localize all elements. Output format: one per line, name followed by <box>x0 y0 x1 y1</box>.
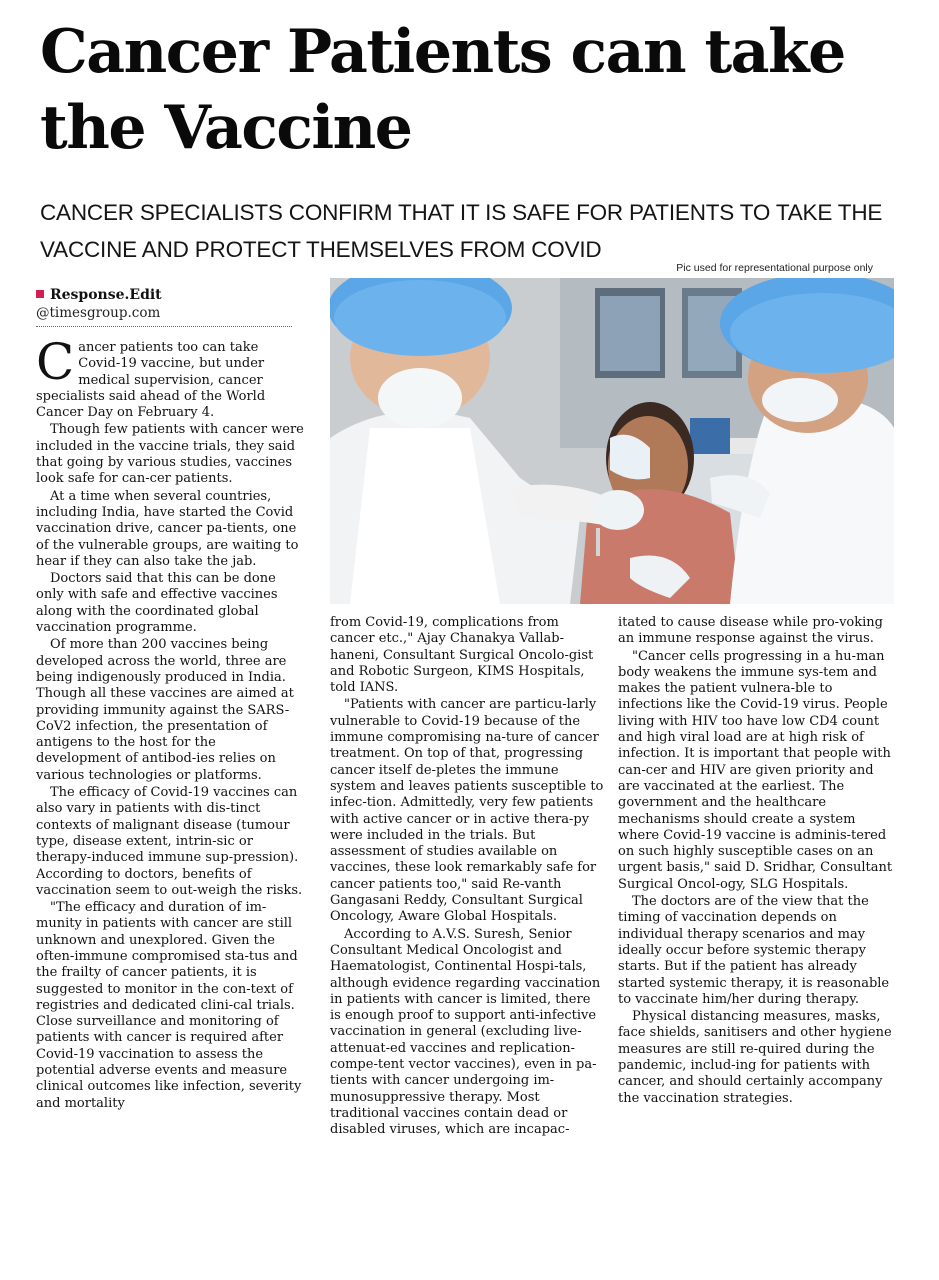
vaccination-photo <box>330 278 894 604</box>
paragraph: Physical distancing measures, masks, face shields, sanitisers and other hygiene measures are still re-quired during the pandemic, includ-ing for patients with cancer, and should certainly accompany the vaccination strategies. <box>618 1009 892 1106</box>
paragraph: According to A.V.S. Suresh, Senior Consultant Medical Oncologist and Haematologist, Continental Hospi-tals, although evidence regarding vaccination in patients with cancer is limited, there is enough proof to support anti-infective vaccination in general (excluding live-attenuat-ed vaccines and replication-compe-tent vector vaccines), even in pa-tients with cancer undergoing im-munosuppressive therapy. Most traditional vaccines contain dead or disabled viruses, which are incapac- <box>330 926 601 1138</box>
paragraph: The doctors are of the view that the timing of vaccination depends on individual therapy scenarios and may ideally occur before systemic therapy starts. But if the patient has already started systemic therapy, it is reasonable to vaccinate him/her during therapy. <box>618 894 890 1007</box>
dropcap: C <box>36 333 75 391</box>
paragraph: "Patients with cancer are particu-larly vulnerable to Covid-19 because of the immune compromising na-ture of cancer treatment. On top of that, progressing cancer itself de-pletes the immune system and leaves patients susceptible to infec-tion. Admittedly, very few patients with active cancer or in active thera-py were included in the trials. But assessment of studies available on vaccines, these look remarkably safe for cancer patients too," said Re-vanth Gangasani Reddy, Consultant Surgical Oncology, Aware Global Hospitals. <box>330 697 604 925</box>
article-column-3 <box>618 615 893 1108</box>
paragraph: "Cancer cells progressing in a hu-man body weakens the immune sys-tem and makes the patient vulnera-ble to infections like the Covid-19 virus. People living with HIV too have low CD4 count and high viral load are at high risk of infection. It is important that people with can-cer and HIV are given priority and are vaccinated at the earliest. The government and the healthcare mechanisms should create a system where Covid-19 vaccine is adminis-tered on such highly susceptible cases on an urgent basis," said D. Sridhar, Consultant Surgical Oncol-ogy, SLG Hospitals. <box>618 648 893 892</box>
article-column-1 <box>36 333 304 1113</box>
article-column-2 <box>330 615 605 1140</box>
byline-marker-icon <box>36 290 44 298</box>
byline-email: @timesgroup.com <box>36 305 161 321</box>
paragraph: Cancer patients too can take Covid-19 vaccine, but under medical supervision, cancer specialists said ahead of the World Cancer Day on February 4. <box>36 333 266 421</box>
byline <box>36 286 292 327</box>
paragraph: from Covid-19, complications from cancer etc.," Ajay Chanakya Vallab-haneni, Consultant Surgical Oncolo-gist and Robotic Surgeon, KIMS Hospitals, told IANS. <box>330 615 594 696</box>
paragraph: Doctors said that this can be done only with safe and effective vaccines along with the coordinated global vaccination programme. <box>36 571 278 636</box>
vaccination-illustration <box>330 278 894 604</box>
paragraph: "The efficacy and duration of im-munity in patients with cancer are still unknown and unexplored. Given the often-immune compromised sta-tus and the frailty of cancer patients, it is suggested to monitor in the con-text of registries and dedicated clini-cal trials. Close surveillance and monitoring of patients with cancer is required after Covid-19 vaccination to assess the potential adverse events and measure clinical outcomes like infection, severity and mortality <box>36 900 302 1111</box>
paragraph: Of more than 200 vaccines being developed across the world, three are being indigenously produced in India. Though all these vaccines are aimed at providing immunity against the SARS-CoV2 infection, the presentation of antigens to the host for the development of antibod-ies relies on various technologies or platforms. <box>36 637 294 783</box>
paragraph: Though few patients with cancer were included in the vaccine trials, they said that going by various studies, vaccines look safe for can-cer patients. <box>36 422 304 487</box>
paragraph: The efficacy of Covid-19 vaccines can also vary in patients with dis-tinct contexts of malignant disease (tumour type, disease extent, intrin-sic or therapy-induced immune sup-pression). According to doctors, benefits of vaccination seem to out-weigh the risks. <box>36 785 303 898</box>
paragraph: At a time when several countries, including India, have started the Covid vaccination drive, cancer pa-tients, one of the vulnerable groups, are waiting to hear if they can also take the jab. <box>36 488 299 569</box>
photo-credit: Pic used for representational purpose only <box>676 262 873 274</box>
paragraph: itated to cause disease while pro-voking an immune response against the virus. <box>618 615 883 647</box>
byline-name: Response.Edit <box>50 287 162 303</box>
subheadline: CANCER SPECIALISTS CONFIRM THAT IT IS SAFE FOR PATIENTS TO TAKE THE VACCINE AND PROTECT THEMSELVES FROM COVID <box>40 200 883 262</box>
headline: Cancer Patients can take the Vaccine <box>40 17 845 163</box>
